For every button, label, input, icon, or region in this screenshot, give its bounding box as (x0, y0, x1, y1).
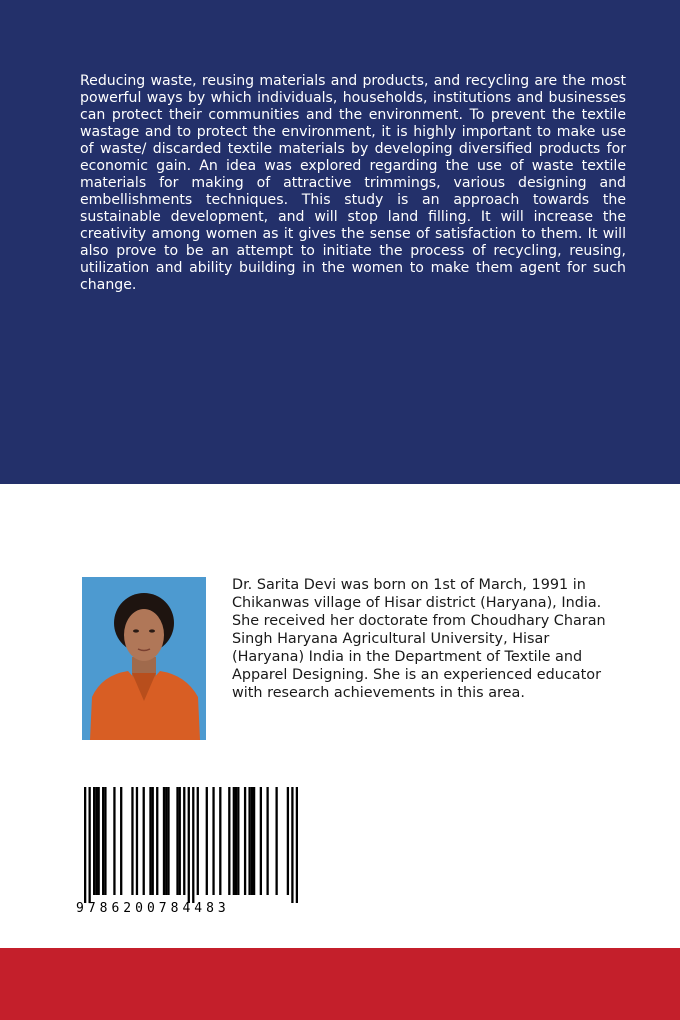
barcode-bar (296, 787, 298, 903)
isbn-barcode (76, 784, 298, 920)
barcode-bar (253, 787, 255, 895)
barcode-bar (197, 787, 199, 895)
barcode-bar (104, 787, 106, 895)
barcode-bar (251, 787, 253, 895)
barcode-bar (84, 787, 86, 903)
barcode-bar (275, 787, 277, 895)
barcode-bar (98, 787, 100, 895)
barcode-bar (163, 787, 165, 895)
book-blurb: Reducing waste, reusing materials and products, and recycling are the most powerful ways by which individuals, households, institutions and businesses can protect their communities and the environment. To prevent the textile wastage and to protect the environment, it is highly important to make use of waste/ discarded textile materials by developing diversified products for economic gain. An idea was explored regarding the use of waste textile materials for making of attractive trimmings, various designing and embellishments techniques. This study is an approach towards the sustainable development, and will stop land filling. It will increase the creativity among women as it gives the sense of satisfaction to them. It will also prove to be an attempt to initiate the process of recycling, reusing, utilization and ability building in the women to make them agent for such change. (80, 73, 626, 293)
barcode-bar (131, 787, 133, 895)
barcode-bar (188, 787, 190, 903)
blurb-panel (0, 0, 680, 484)
barcode-bar (291, 787, 293, 903)
barcode-bar (102, 787, 104, 895)
barcode-bar (156, 787, 158, 895)
bottom-red-band (0, 948, 680, 1020)
barcode-bar (165, 787, 167, 895)
barcode-bar (192, 787, 194, 903)
barcode-bar (260, 787, 262, 895)
barcode-bar (179, 787, 181, 895)
barcode-bar (176, 787, 178, 895)
barcode-bar (183, 787, 185, 895)
barcode-bar (266, 787, 268, 895)
author-photo (82, 577, 206, 740)
barcode-bar (233, 787, 235, 895)
barcode-bar (89, 787, 91, 903)
barcode-bars (84, 787, 298, 903)
barcode-bar (287, 787, 289, 895)
isbn-digits: 9786200784483 (76, 901, 230, 916)
barcode-bar (93, 787, 95, 895)
barcode-bar (244, 787, 246, 895)
barcode-bar (219, 787, 221, 895)
barcode-bar (235, 787, 237, 895)
barcode-bar (120, 787, 122, 895)
barcode-bar (228, 787, 230, 895)
author-bio: Dr. Sarita Devi was born on 1st of March, 1991 in Chikanwas village of Hisar district (Haryana), India. She received her doctorate from Choudhary Charan Singh Haryana Agricultural University, Hisar (Haryana) India in the Department of Textile and Apparel Designing. She is an experienced educator with research achievements in this area. (232, 577, 606, 701)
barcode-bar (206, 787, 208, 895)
barcode-bar (248, 787, 250, 895)
barcode-bar (143, 787, 145, 895)
barcode-bar (237, 787, 239, 895)
barcode-bar (212, 787, 214, 895)
barcode-bar (152, 787, 154, 895)
barcode-bar (167, 787, 169, 895)
barcode-bar (136, 787, 138, 895)
barcode-bar (113, 787, 115, 895)
barcode-bar (149, 787, 151, 895)
barcode-bar (95, 787, 97, 895)
